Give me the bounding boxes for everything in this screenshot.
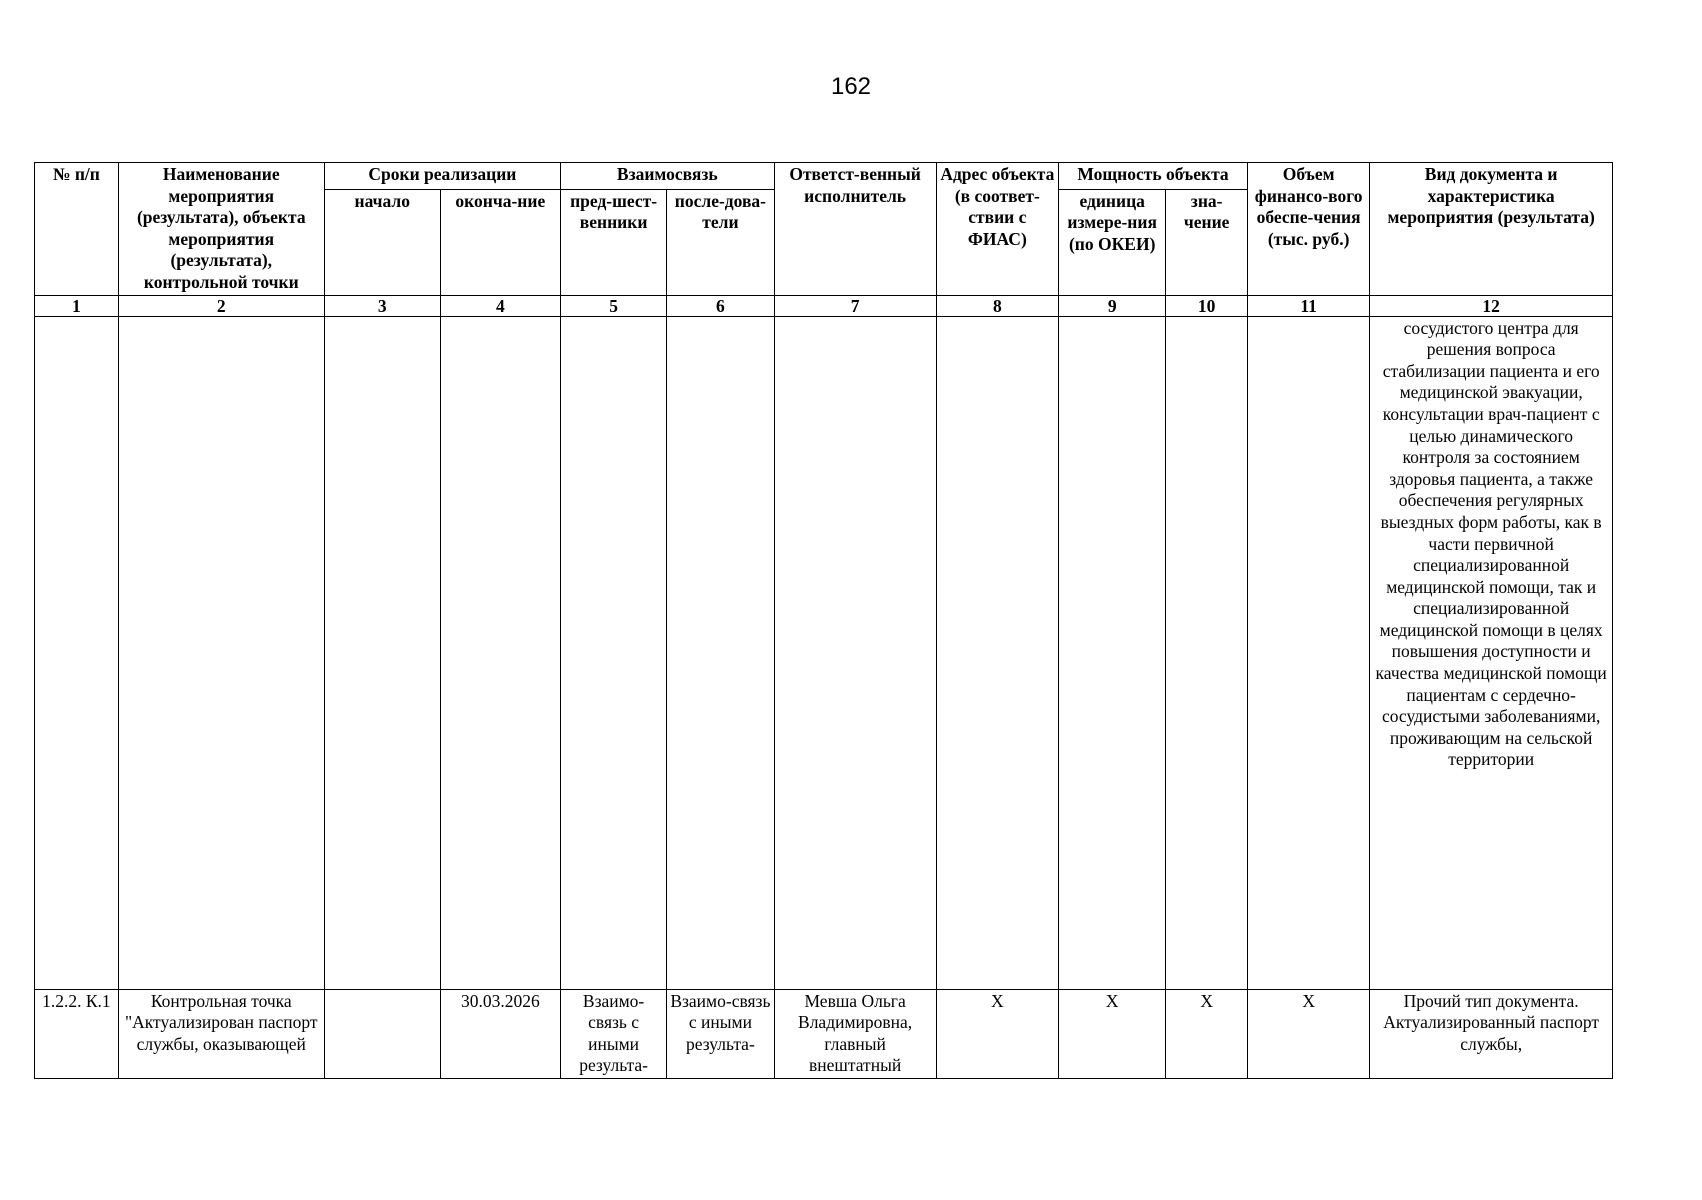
header-doc-type: Вид документа и характеристика мероприятия (результата) [1370, 163, 1613, 296]
cell-value [1166, 316, 1248, 989]
column-number: 6 [667, 295, 774, 316]
page-number: 162 [830, 73, 872, 100]
cell-name [118, 316, 324, 989]
cell-num [35, 316, 119, 989]
table-row [35, 316, 1613, 989]
column-number: 1 [35, 295, 119, 316]
cell-num: 1.2.2. К.1 [35, 989, 119, 1078]
column-number: 8 [936, 295, 1058, 316]
header-capacity: Мощность объекта [1059, 163, 1248, 190]
cell-pred: Взаимо-связь с иными результа- [560, 989, 666, 1078]
cell-finance: X [1247, 989, 1369, 1078]
header-address: Адрес объекта (в соответ-ствии с ФИАС) [936, 163, 1058, 296]
column-number: 11 [1247, 295, 1369, 316]
table-row [35, 989, 1613, 1078]
cell-post [667, 316, 774, 989]
header-name: Наименование мероприятия (результата), объекта мероприятия (результата), контрольной точки [118, 163, 324, 296]
column-number: 7 [774, 295, 936, 316]
cell-address [936, 316, 1058, 989]
header-terms: Сроки реализации [324, 163, 560, 190]
header-finance: Объем финансо-вого обеспе-чения (тыс. руб.) [1247, 163, 1369, 296]
cell-end [440, 316, 560, 989]
cell-doc: сосудистого центра для решения вопроса стабилизации пациента и его медицинской эвакуации, консультации врач-пациент с целью динамического контроля за состоянием здоровья пациента, а также обеспечения регулярных выездных форм работы, как в части первичной специализированной медицинской помощи, так и специализированной медицинской помощи в целях повышения доступности и качества медицинской помощи пациентам с сердечно-сосудистыми заболеваниями, проживающим на сельской территории [1370, 316, 1613, 989]
column-numbers-row [35, 295, 1613, 316]
column-number: 2 [118, 295, 324, 316]
cell-start [324, 316, 440, 989]
header-relation: Взаимосвязь [560, 163, 774, 190]
plan-table [34, 162, 1613, 1079]
cell-unit [1059, 316, 1166, 989]
column-number: 4 [440, 295, 560, 316]
column-number: 9 [1059, 295, 1166, 316]
cell-doc: Прочий тип документа. Актуализированный паспорт службы, [1370, 989, 1613, 1078]
cell-end: 30.03.2026 [440, 989, 560, 1078]
header-row-1 [35, 163, 1613, 190]
header-terms-end: оконча-ние [440, 189, 560, 295]
cell-pred [560, 316, 666, 989]
cell-name: Контрольная точка "Актуализирован паспорт службы, оказывающей [118, 989, 324, 1078]
cell-post: Взаимо-связь с иными результа- [667, 989, 774, 1078]
header-num: № п/п [35, 163, 119, 296]
header-capacity-unit: единица измере-ния (по ОКЕИ) [1059, 189, 1166, 295]
column-number: 5 [560, 295, 666, 316]
header-terms-start: начало [324, 189, 440, 295]
header-relation-pred: пред-шест-венники [560, 189, 666, 295]
cell-finance [1247, 316, 1369, 989]
column-number: 10 [1166, 295, 1248, 316]
header-responsible: Ответст-венный исполнитель [774, 163, 936, 296]
cell-address: X [936, 989, 1058, 1078]
cell-responsible: Мевша Ольга Владимировна, главный внештатный [774, 989, 936, 1078]
cell-unit: X [1059, 989, 1166, 1078]
cell-value: X [1166, 989, 1248, 1078]
cell-start [324, 989, 440, 1078]
column-number: 12 [1370, 295, 1613, 316]
header-relation-post: после-дова-тели [667, 189, 774, 295]
column-number: 3 [324, 295, 440, 316]
cell-responsible [774, 316, 936, 989]
header-capacity-value: зна-чение [1166, 189, 1248, 295]
